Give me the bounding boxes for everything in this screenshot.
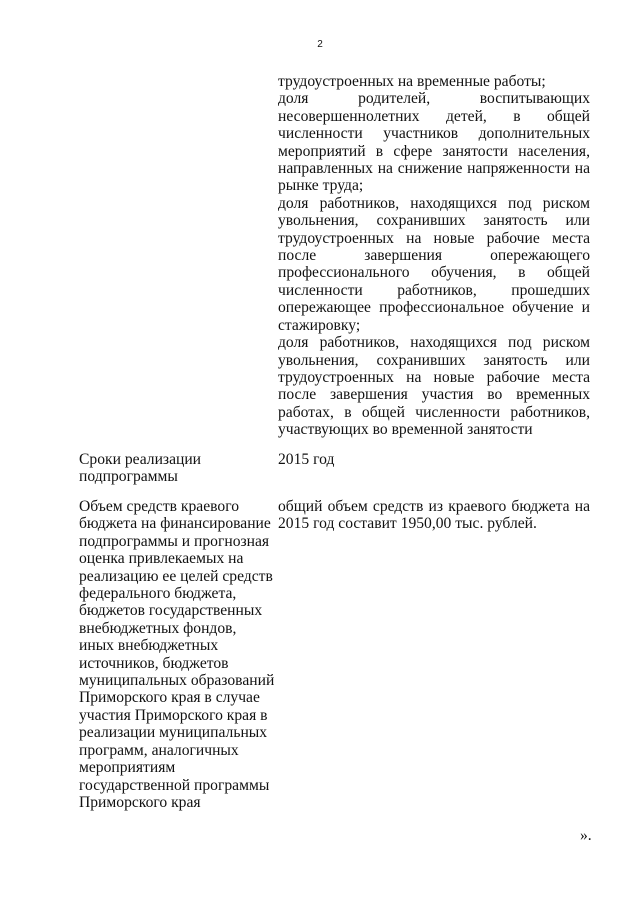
indicators-cell [278,73,590,439]
indicator-first-line: трудоустроенных на временные работы; [278,73,546,90]
funding-label: Объем средств краевого бюджета на финансирование подпрограммы и прогнозная оценка привлекаемых на реализацию ее целей средств федерального бюджета, бюджетов государственных внебюджетных фондов, иных внебюджетных источников, бюджетов муниципальных образований Приморского края в случае участия Приморского края в реализации муниципальных программ, аналогичных мероприятиям государственной программы Приморского края [79,498,275,811]
funding-value: общий объем средств из краевого бюджета на 2015 год составит 1950,00 тыс. рублей. [278,498,590,533]
closing-quote: ». [580,827,592,844]
indicator-paragraph-3: доля работников, находящихся под риском увольнения, сохранивших занятость или трудоустроенных на новые рабочие места после завершения участия во временных работах, в общей численности работников, участвующих во временной занятости [278,334,590,439]
page-number: 2 [317,39,323,50]
timeline-label: Сроки реализации подпрограммы [79,451,202,486]
timeline-value: 2015 год [278,451,335,468]
indicator-paragraph-1: доля родителей, воспитывающих несовершеннолетних детей, в общей численности участников дополнительных мероприятий в сфере занятости населения, направленных на снижение напряженности на рынке труда; [278,90,590,195]
indicator-paragraph-2: доля работников, находящихся под риском увольнения, сохранивших занятость или трудоустроенных на новые рабочие места после завершения опережающего профессионального обучения, в общей численности работников, прошедших опережающее профессиональное обучение и стажировку; [278,194,590,334]
